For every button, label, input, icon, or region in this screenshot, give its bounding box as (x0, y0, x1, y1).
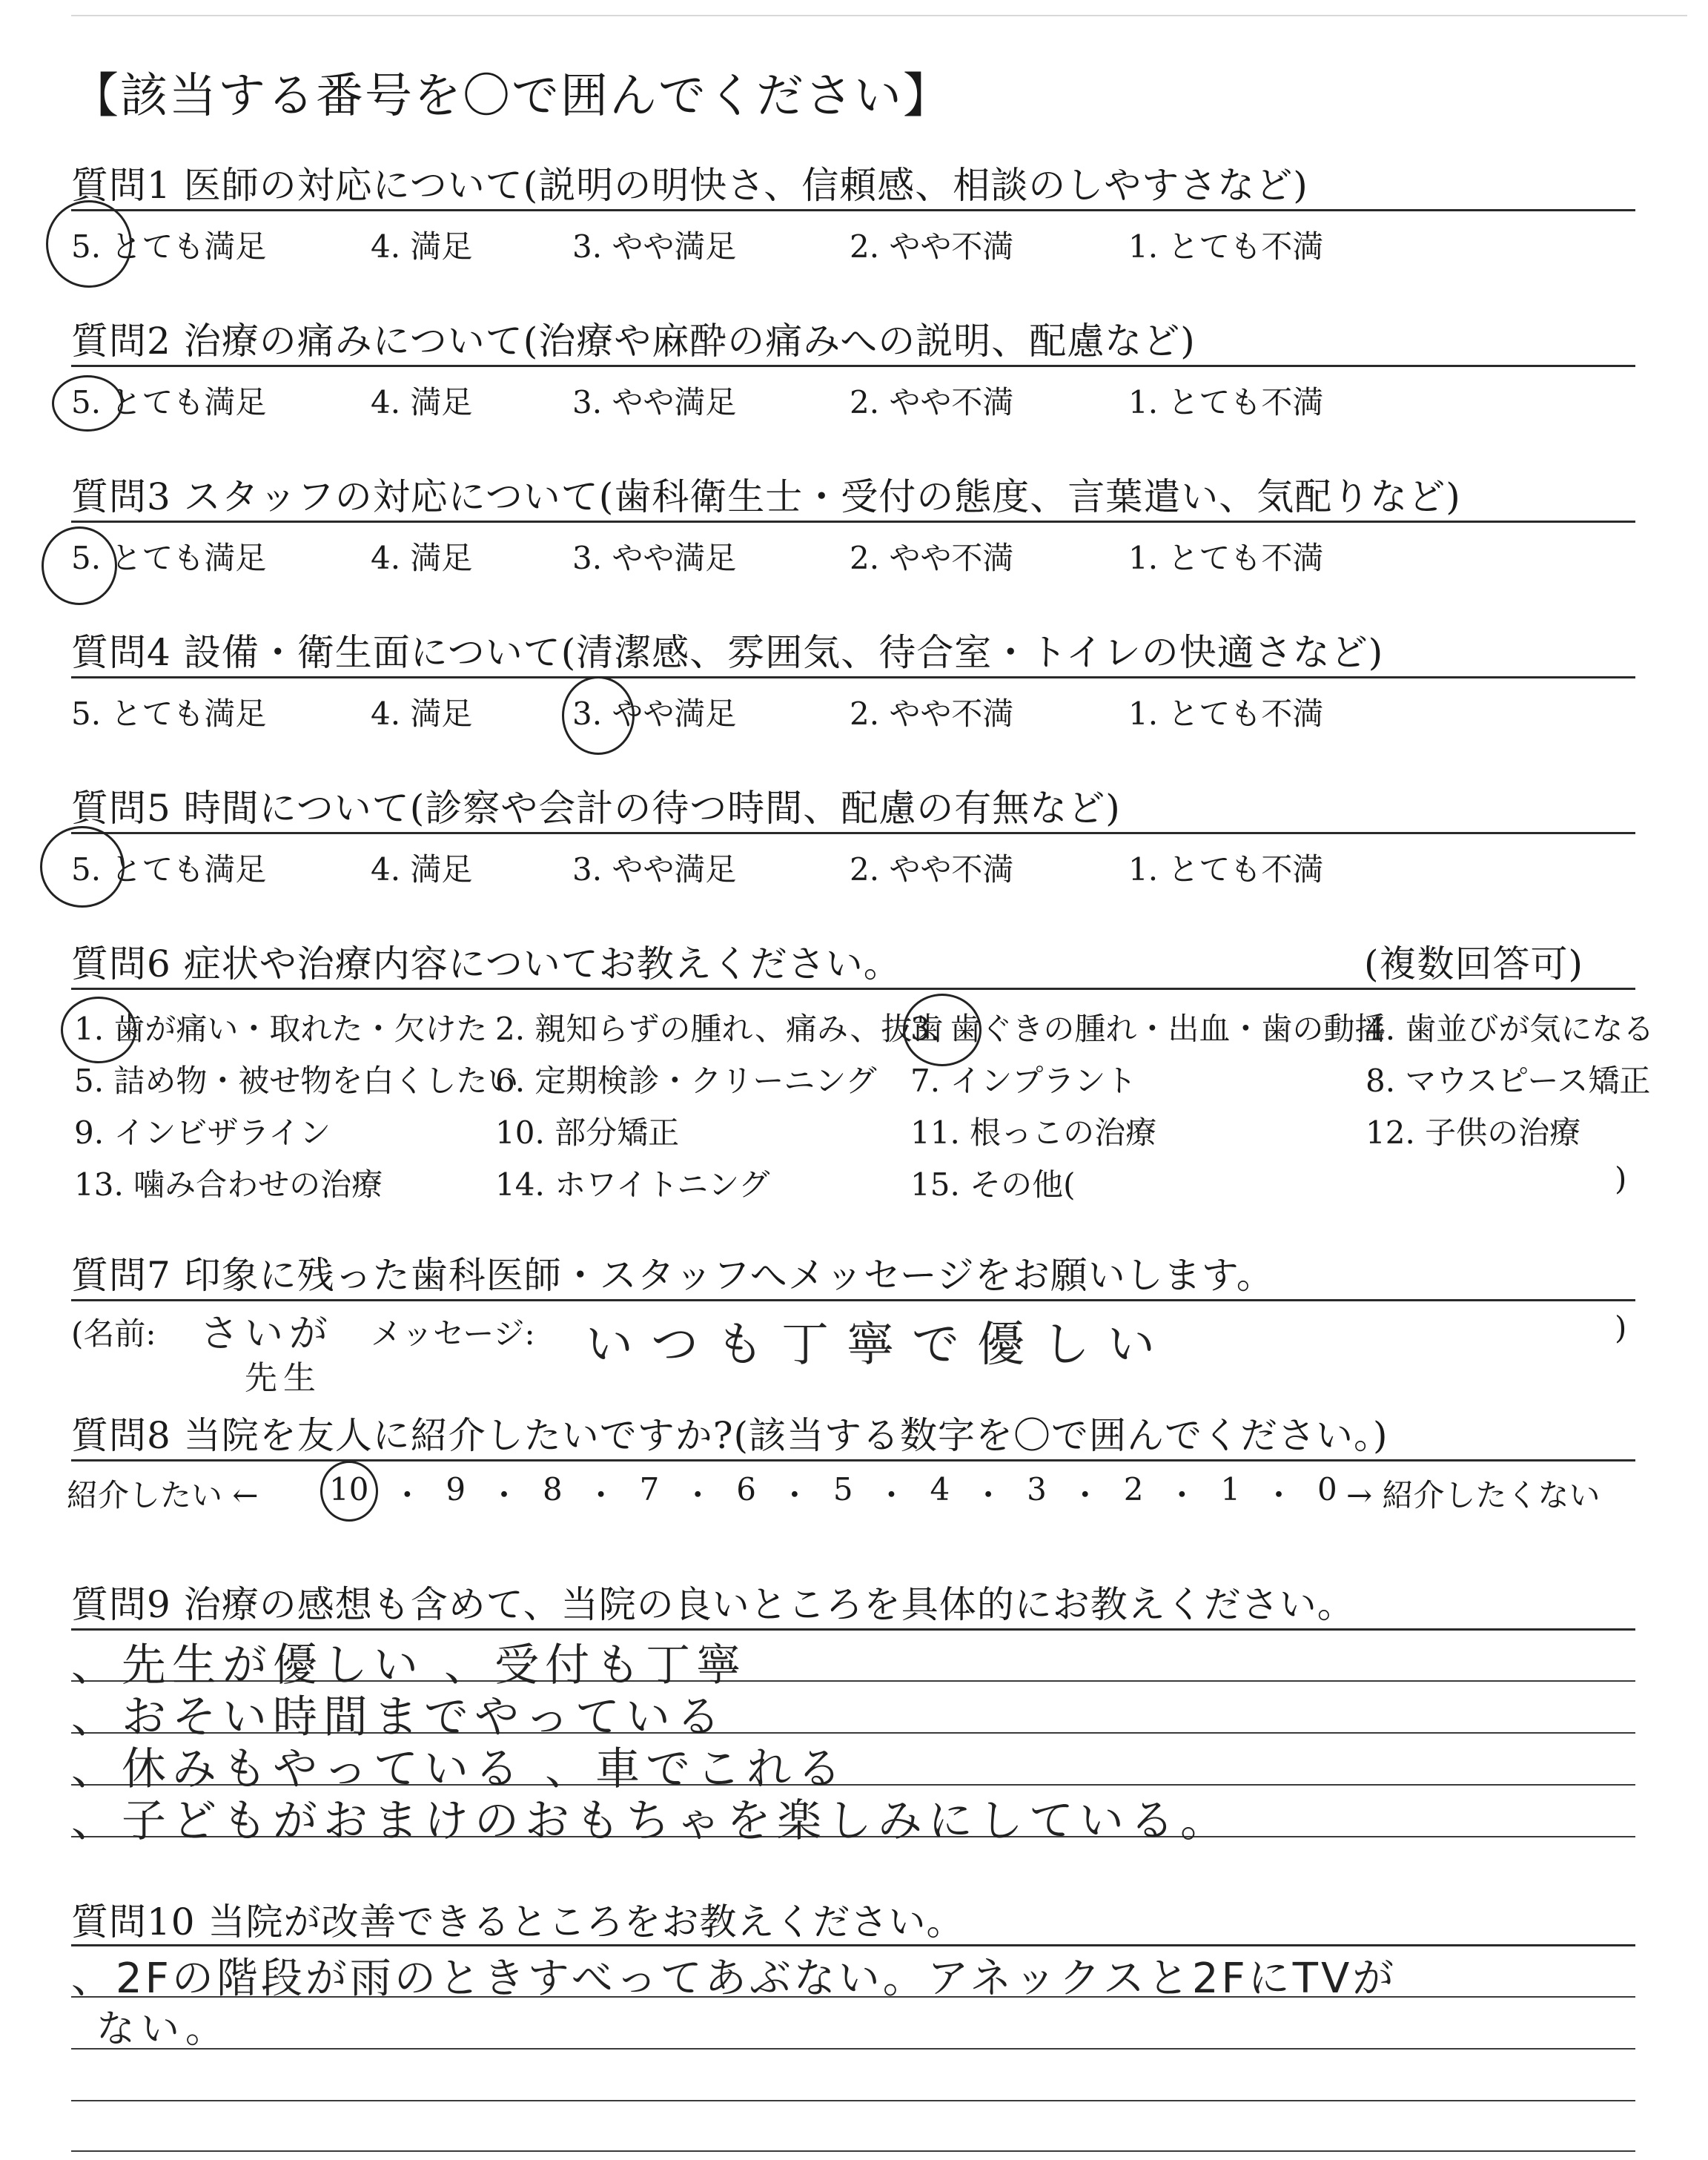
q7-name-label: (名前: (71, 1315, 156, 1352)
q6-other-close-paren: ) (1615, 1160, 1627, 1197)
question-6-note: (複数回答可) (1364, 942, 1584, 985)
q9-answer-2[interactable]: 、おそい時間までやっている (71, 1691, 726, 1743)
q3-option-3[interactable]: 3. やや満足 (572, 540, 737, 576)
q6-item-3-selection-circle (903, 994, 982, 1066)
q7-close-paren: ) (1615, 1309, 1627, 1346)
q6-item-4[interactable]: 4. 歯並びが気になる (1366, 1011, 1655, 1047)
q6-item-8[interactable]: 8. マウスピース矯正 (1366, 1063, 1651, 1099)
q6-item-14[interactable]: 14. ホワイトニング (495, 1166, 770, 1203)
q7-name-value-suffix: 先生 (245, 1359, 322, 1397)
q3-option-5[interactable]: 5. とても満足 (71, 540, 267, 576)
q8-right-label: → 紹介したくない (1346, 1477, 1601, 1513)
q8-dot: ・ (585, 1477, 617, 1513)
q6-item-13[interactable]: 13. 噛み合わせの治療 (74, 1166, 383, 1203)
question-8-label: 質問8 当院を友人に紹介したいですか?(該当する数字を〇で囲んでください。) (71, 1414, 1388, 1457)
q8-selection-circle (320, 1461, 378, 1522)
q7-message-value[interactable]: いつも丁寧で優しい (586, 1318, 1173, 1373)
q1-selection-circle (46, 200, 132, 288)
q6-item-1-selection-circle (61, 997, 136, 1063)
q2-option-4[interactable]: 4. 満足 (371, 384, 473, 420)
q8-score-9[interactable]: 9 (446, 1471, 466, 1507)
q8-score-3[interactable]: 3 (1027, 1471, 1047, 1507)
question-4-label: 質問4 設備・衛生面について(清潔感、雰囲気、待合室・トイレの快適さなど) (71, 631, 1384, 674)
q3-selection-circle (42, 526, 117, 605)
q8-score-10[interactable]: 10 (329, 1471, 369, 1507)
question-4-rule (71, 676, 1635, 678)
q1-option-2[interactable]: 2. やや不満 (850, 228, 1014, 265)
q8-score-6[interactable]: 6 (736, 1471, 756, 1507)
q4-option-5[interactable]: 5. とても満足 (71, 696, 267, 732)
q7-message-label: メッセージ: (371, 1315, 535, 1352)
q5-option-2[interactable]: 2. やや不満 (850, 851, 1014, 888)
q6-item-12[interactable]: 12. 子供の治療 (1366, 1114, 1581, 1151)
q6-item-9[interactable]: 9. インビザライン (74, 1114, 331, 1151)
q10-answer-line (71, 2100, 1635, 2101)
question-9-label: 質問9 治療の感想も含めて、当院の良いところを具体的にお教えください。 (71, 1583, 1355, 1626)
question-6-label: 質問6 症状や治療内容についてお教えください。 (71, 942, 901, 985)
q1-option-5[interactable]: 5. とても満足 (71, 228, 267, 265)
q6-item-3[interactable]: 3. 歯ぐきの腫れ・出血・歯の動揺 (910, 1011, 1386, 1047)
q5-selection-circle (40, 826, 125, 908)
question-7-rule (71, 1299, 1635, 1301)
question-1-rule (71, 209, 1635, 211)
q6-item-1[interactable]: 1. 歯が痛い・取れた・欠けた (74, 1011, 488, 1047)
q8-score-5[interactable]: 5 (833, 1471, 853, 1507)
q4-selection-circle (562, 676, 635, 755)
question-8-rule (71, 1459, 1635, 1462)
q8-dot: ・ (391, 1477, 423, 1513)
q10-answer-2[interactable]: ない。 (96, 2007, 231, 2052)
q6-item-5[interactable]: 5. 詰め物・被せ物を白くしたい (74, 1063, 519, 1099)
q8-left-label: 紹介したい ← (67, 1477, 259, 1513)
page-title: 【該当する番号を〇で囲んでください】 (71, 69, 952, 124)
q3-option-1[interactable]: 1. とても不満 (1128, 540, 1324, 576)
q2-option-5[interactable]: 5. とても満足 (71, 384, 267, 420)
q8-dot: ・ (1069, 1477, 1101, 1513)
q2-option-2[interactable]: 2. やや不満 (850, 384, 1014, 420)
q4-option-2[interactable]: 2. やや不満 (850, 696, 1014, 732)
q9-answer-3[interactable]: 、休みもやっている 、車でこれる (71, 1743, 848, 1795)
q8-scale (329, 1471, 1337, 1516)
q3-option-2[interactable]: 2. やや不満 (850, 540, 1014, 576)
q2-selection-circle (52, 375, 123, 432)
q10-answer-line (71, 2150, 1635, 2152)
q5-option-1[interactable]: 1. とても不満 (1128, 851, 1324, 888)
q8-dot: ・ (1166, 1477, 1198, 1513)
q1-option-1[interactable]: 1. とても不満 (1128, 228, 1324, 265)
q8-dot: ・ (973, 1477, 1004, 1513)
question-10-label: 質問10 当院が改善できるところをお教えください。 (71, 1900, 964, 1943)
q4-option-3[interactable]: 3. やや満足 (572, 696, 737, 732)
q1-option-4[interactable]: 4. 満足 (371, 228, 473, 265)
q6-item-6[interactable]: 6. 定期検診・クリーニング (495, 1063, 877, 1099)
q6-item-7[interactable]: 7. インプラント (910, 1063, 1137, 1099)
question-2-rule (71, 365, 1635, 367)
q6-item-2[interactable]: 2. 親知らずの腫れ、痛み、抜歯 (495, 1011, 944, 1047)
q9-answer-4[interactable]: 、子どもがおまけのおもちゃを楽しみにしている。 (71, 1795, 1231, 1847)
question-3-label: 質問3 スタッフの対応について(歯科衛生士・受付の態度、言葉遣い、気配りなど) (71, 475, 1461, 518)
q8-score-2[interactable]: 2 (1123, 1471, 1144, 1507)
q9-answer-1[interactable]: 、先生が優しい 、受付も丁寧 (71, 1639, 747, 1691)
q5-option-5[interactable]: 5. とても満足 (71, 851, 267, 888)
top-border (71, 15, 1687, 16)
q10-answer-1[interactable]: 、2Fの階段が雨のときすべってあぶない。アネックスと2FにTVが (71, 1955, 1397, 2003)
q2-option-1[interactable]: 1. とても不満 (1128, 384, 1324, 420)
question-2-label: 質問2 治療の痛みについて(治療や麻酔の痛みへの説明、配慮など) (71, 320, 1196, 363)
q8-score-7[interactable]: 7 (639, 1471, 660, 1507)
q5-option-4[interactable]: 4. 満足 (371, 851, 473, 888)
question-3-rule (71, 521, 1635, 523)
q4-option-4[interactable]: 4. 満足 (371, 696, 473, 732)
q6-item-15[interactable]: 15. その他( (910, 1166, 1076, 1203)
q8-score-8[interactable]: 8 (542, 1471, 563, 1507)
q8-score-1[interactable]: 1 (1220, 1471, 1241, 1507)
q8-dot: ・ (489, 1477, 520, 1513)
question-6-rule (71, 988, 1635, 990)
question-7-label: 質問7 印象に残った歯科医師・スタッフへメッセージをお願いします。 (71, 1254, 1274, 1297)
q10-answer-line (71, 2048, 1635, 2050)
q5-option-3[interactable]: 3. やや満足 (572, 851, 737, 888)
q1-option-3[interactable]: 3. やや満足 (572, 228, 737, 265)
question-5-label: 質問5 時間について(診察や会計の待つ時間、配慮の有無など) (71, 787, 1121, 830)
q8-dot: ・ (682, 1477, 714, 1513)
q2-option-3[interactable]: 3. やや満足 (572, 384, 737, 420)
q7-name-value[interactable]: さいが (200, 1312, 334, 1356)
q3-option-4[interactable]: 4. 満足 (371, 540, 473, 576)
q8-score-0[interactable]: 0 (1317, 1471, 1337, 1507)
q4-option-1[interactable]: 1. とても不満 (1128, 696, 1324, 732)
question-5-rule (71, 832, 1635, 834)
q8-dot: ・ (1263, 1477, 1295, 1513)
q8-score-4[interactable]: 4 (930, 1471, 950, 1507)
question-1-label: 質問1 医師の対応について(説明の明快さ、信頼感、相談のしやすさなど) (71, 164, 1308, 207)
q8-dot: ・ (778, 1477, 810, 1513)
q6-item-10[interactable]: 10. 部分矯正 (495, 1114, 680, 1151)
q8-dot: ・ (875, 1477, 907, 1513)
q6-item-11[interactable]: 11. 根っこの治療 (910, 1114, 1157, 1151)
